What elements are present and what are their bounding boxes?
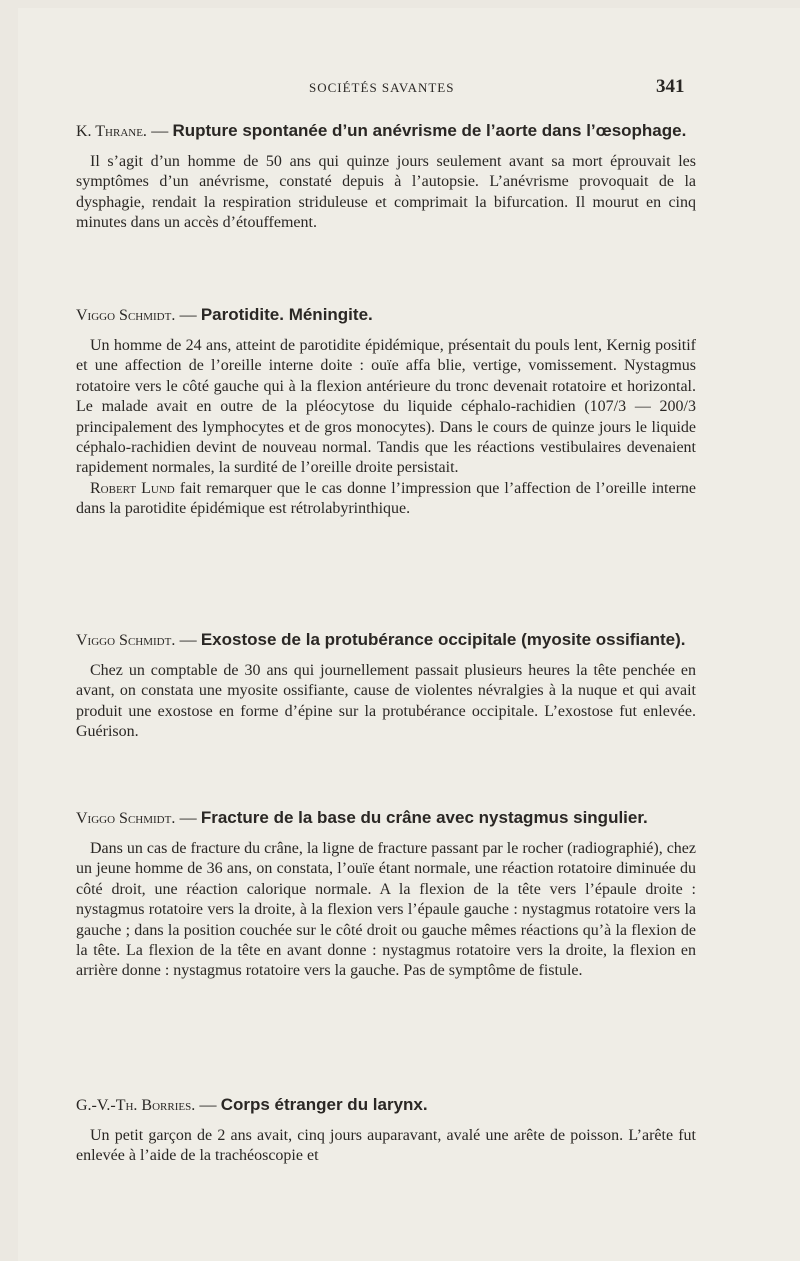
section-title: Rupture spontanée d’un anévrisme de l’aorte dans l’œsophage. bbox=[172, 121, 687, 140]
section-heading: G.-V.-Th. Borries. — Corps étranger du larynx. bbox=[76, 1095, 428, 1114]
section-title: Corps étranger du larynx. bbox=[220, 1095, 428, 1114]
author-name: Viggo Schmidt. bbox=[76, 307, 176, 324]
author-name: G.-V.-Th. Borries. bbox=[76, 1097, 196, 1114]
author-name: Viggo Schmidt. bbox=[76, 632, 176, 649]
paragraph: Robert Lund fait remarquer que le cas donne l’impression que l’affection de l’oreille interne dans la parotidite épidémique est rétrolabyrinthique. bbox=[76, 479, 696, 518]
paragraph: Il s’agit d’un homme de 50 ans qui quinze jours seulement avant sa mort éprouvait les symptômes d’un anévrisme, constaté depuis à l’autopsie. L’anévrisme provoquait de la dysphagie, rendait la respiration striduleuse et comprimait la bifurcation. Il mourut en cinq minutes dans un accès d’étouffement. bbox=[76, 153, 696, 232]
section-heading: Viggo Schmidt. — Exostose de la protubérance occipitale (myosite ossifiante). bbox=[76, 630, 686, 649]
author-name: Viggo Schmidt. bbox=[76, 810, 176, 827]
section-exostose bbox=[76, 629, 696, 743]
article-body bbox=[76, 120, 696, 1165]
section-heading: K. Thrane. — Rupture spontanée d’un anévrisme de l’aorte dans l’œsophage. bbox=[76, 121, 687, 140]
section-thrane bbox=[76, 120, 696, 234]
paragraph: Un petit garçon de 2 ans avait, cinq jours auparavant, avalé une arête de poisson. L’arête fut enlevée à l’aide de la trachéoscopie et bbox=[76, 1127, 696, 1165]
author-name: K. Thrane. bbox=[76, 123, 147, 140]
section-parotidite bbox=[76, 304, 696, 520]
section-title: Fracture de la base du crâne avec nystagmus singulier. bbox=[200, 808, 648, 827]
page-number: 341 bbox=[656, 76, 685, 97]
author-name: Robert Lund bbox=[90, 479, 175, 497]
paragraph: Un homme de 24 ans, atteint de parotidite épidémique, présentait du pouls lent, Kernig positif et une affection de l’oreille interne doite : ouïe affa blie, vertige, vomissement. Nystagmus rotatoire vers le côté gauche qui à la flexion antérieure du tronc devenait rotatoire et horizontal. Le malade avait en outre de la pléocytose du liquide céphalo-rachidien (107/3 — 200/3 principalement des lymphocytes et de gros monocytes). Dans le cours de quinze jours le liquide céphalo-rachidien devint de nouveau normal. Tandis que les réactions vestibulaires devenaient rapidement normales, la surdité de l’oreille droite persistait. bbox=[76, 337, 696, 477]
section-title: Parotidite. Méningite. bbox=[200, 305, 373, 324]
section-heading: Viggo Schmidt. — Parotidite. Méningite. bbox=[76, 305, 373, 324]
section-title: Exostose de la protubérance occipitale (myosite ossifiante). bbox=[200, 630, 686, 649]
section-heading: Viggo Schmidt. — Fracture de la base du crâne avec nystagmus singulier. bbox=[76, 808, 648, 827]
paragraph: Chez un comptable de 30 ans qui journellement passait plusieurs heures la tête penchée en avant, on constata une myosite ossifiante, cause de violentes névralgies à la nuque et qui avait produit une exostose en forme d’épine sur la protubérance occipitale. L’exostose fut enlevée. Guérison. bbox=[76, 662, 696, 741]
page-header bbox=[0, 76, 800, 102]
paragraph: Dans un cas de fracture du crâne, la ligne de fracture passant par le rocher (radiographié), chez un jeune homme de 36 ans, on constata, l’ouïe étant normale, une réaction rotatoire diminuée du côté droit, une réaction calorique normale. A la flexion de la tête vers l’épaule droite : nystagmus rotatoire vers la droite, à la flexion vers l’épaule gauche : nystagmus rotatoire vers la gauche ; dans la position couchée sur le côté droit ou gauche mêmes réactions qu’à la flexion de la tête. La flexion de la tête en avant donne : nystagmus rotatoire vers la droite, la flexion en arrière donne : nystagmus rotatoire vers la gauche. Pas de symptôme de fistule. bbox=[76, 840, 696, 980]
running-title: SOCIÉTÉS SAVANTES bbox=[309, 80, 455, 95]
section-corps-etranger bbox=[76, 1094, 696, 1167]
section-fracture bbox=[76, 807, 696, 982]
